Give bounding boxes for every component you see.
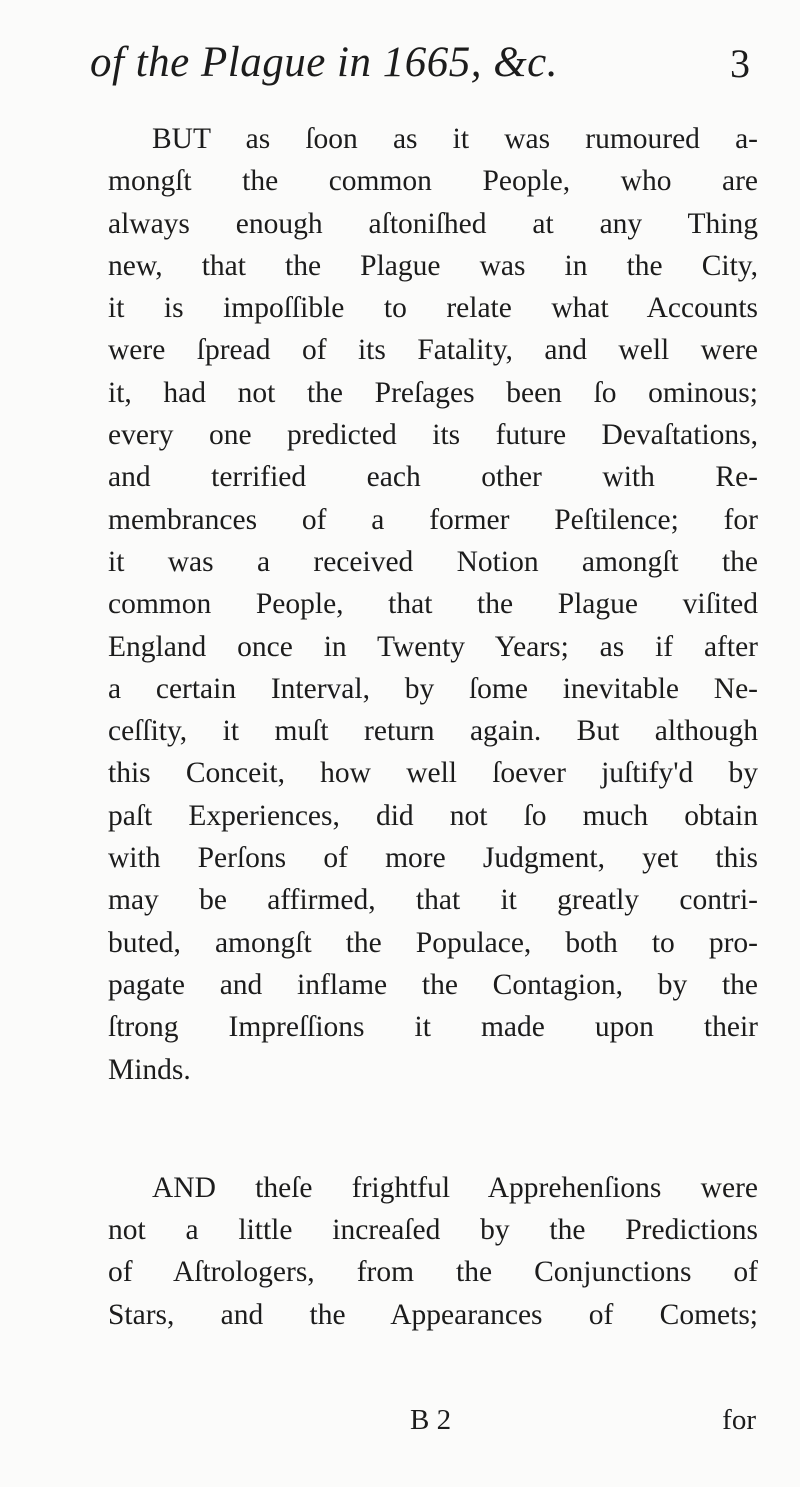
text-line: with Perſons of more Judgment, yet this	[108, 842, 758, 875]
text-line: and terrified each other with Re-	[108, 461, 758, 494]
page-footer	[410, 1404, 760, 1444]
text-line: common People, that the Plague viſited	[108, 588, 758, 621]
text-line: it, had not the Preſages been ſo ominous;	[108, 376, 758, 409]
text-line: ſtrong Impreſſions it made upon their	[108, 1011, 758, 1044]
text-line: every one predicted its future Devaſtations,	[108, 419, 758, 452]
text-line: membrances of a former Peſtilence; for	[108, 503, 758, 536]
text-line: were ſpread of its Fatality, and well were	[108, 334, 758, 367]
running-head	[90, 38, 750, 108]
signature-mark: B 2	[410, 1404, 452, 1436]
text-line: buted, amongſt the Populace, both to pro-	[108, 926, 758, 959]
catchword: for	[722, 1404, 756, 1436]
text-line: AND theſe frightful Apprehenſions were	[152, 1171, 758, 1204]
text-line: pagate and inflame the Contagion, by the	[108, 968, 758, 1001]
running-title: of the Plague in 1665, &c.	[90, 39, 559, 86]
body-text	[108, 118, 758, 1336]
text-line: not a little increaſed by the Predictions	[108, 1214, 758, 1247]
text-line: of Aſtrologers, from the Conjunctions of	[108, 1256, 758, 1289]
text-line: Minds.	[108, 1053, 191, 1086]
paragraph	[108, 1167, 758, 1336]
text-line: BUT as ſoon as it was rumoured a-	[152, 123, 758, 155]
text-line: England once in Twenty Years; as if after	[108, 630, 758, 663]
text-line: always enough aſtoniſhed at any Thing	[108, 207, 758, 240]
text-line: this Conceit, how well ſoever juſtify'd by	[108, 757, 758, 790]
text-line: a certain Interval, by ſome inevitable Ne-	[108, 672, 758, 705]
page-number: 3	[730, 41, 750, 86]
text-line: Stars, and the Appearances of Comets;	[108, 1298, 758, 1331]
text-line: may be affirmed, that it greatly contri-	[108, 884, 758, 917]
text-line: mongſt the common People, who are	[108, 165, 758, 198]
text-line: ceſſity, it muſt return again. But although	[108, 715, 758, 748]
text-line: it was a received Notion amongſt the	[108, 545, 758, 578]
text-line: paſt Experiences, did not ſo much obtain	[108, 799, 758, 832]
text-line: it is impoſſible to relate what Accounts	[108, 292, 758, 325]
text-line: new, that the Plague was in the City,	[108, 249, 758, 282]
paragraph-gap	[108, 1091, 758, 1167]
paragraph	[108, 118, 758, 1091]
